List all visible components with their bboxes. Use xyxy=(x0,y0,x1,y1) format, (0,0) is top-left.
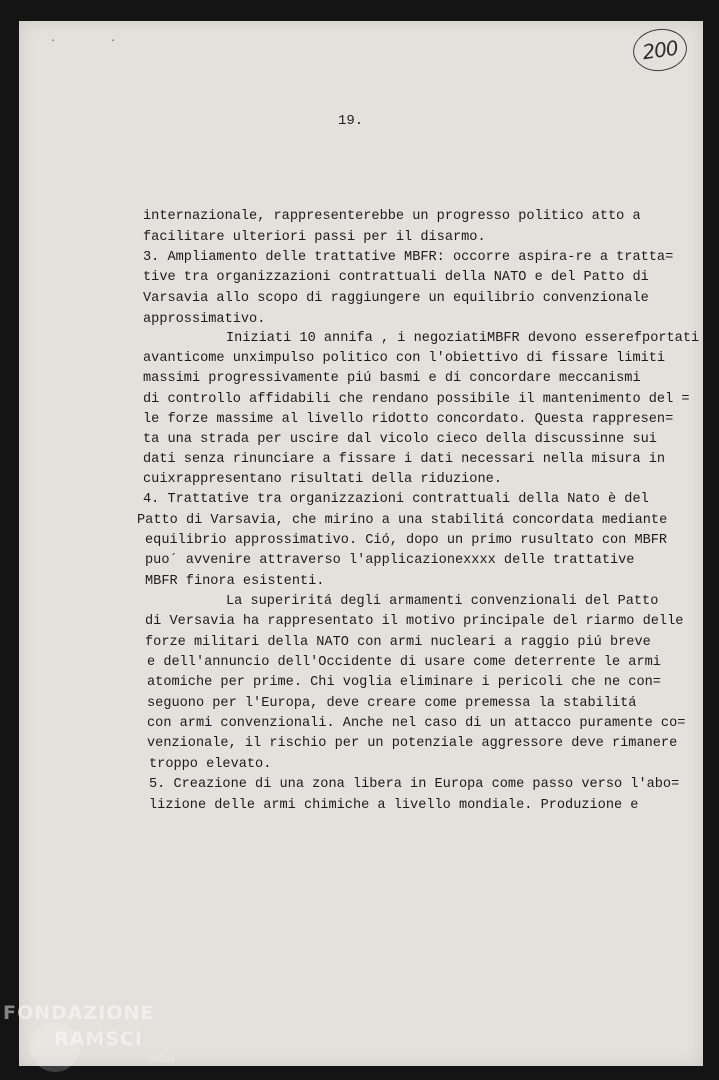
text-line: le forze massime al livello ridotto concordato. Questa rappresen= xyxy=(143,412,674,427)
text-line: troppo elevato. xyxy=(149,757,272,772)
text-line: lizione delle armi chimiche a livello mondiale. Produzione e xyxy=(149,798,639,813)
text-line: MBFR finora esistenti. xyxy=(145,574,325,589)
text-line: massimi progressivamente piú basmi e di concordare meccanismi xyxy=(143,371,641,386)
text-line: 4. Trattative tra organizzazioni contrattuali della Nato è del xyxy=(143,492,649,507)
text-line: Iniziati 10 annifa , i negoziatiMBFR devono esserefportati xyxy=(226,331,700,346)
text-line: Varsavia allo scopo di raggiungere un equilibrio convenzionale xyxy=(143,291,649,306)
watermark-line2: RAMSCI xyxy=(54,1028,143,1050)
text-line: venzionale, il rischio per un potenziale aggressore deve rimanere xyxy=(147,736,678,751)
text-line: atomiche per prime. Chi voglia eliminare i pericoli che ne con= xyxy=(147,675,661,690)
text-line: La superiritá degli armamenti convenzionali del Patto xyxy=(226,594,659,609)
margin-dots: · · xyxy=(50,36,141,47)
text-line: e dell'annuncio dell'Occidente di usare come deterrente le armi xyxy=(147,655,661,670)
text-line: di Versavia ha rappresentato il motivo principale del riarmo delle xyxy=(145,614,684,629)
page-number: 19. xyxy=(338,113,364,129)
text-line: facilitare ulteriori passi per il disarmo. xyxy=(143,230,486,245)
text-line: puo´ avvenire attraverso l'applicazionexxxx delle trattative xyxy=(145,553,635,568)
watermark-line1: FONDAZIONE xyxy=(3,1002,155,1024)
text-line: 3. Ampliamento delle trattative MBFR: occorre aspira-re a tratta= xyxy=(143,250,674,265)
text-line: 5. Creazione di una zona libera in Europa come passo verso l'abo= xyxy=(149,777,680,792)
text-line: seguono per l'Europa, deve creare come premessa la stabilitá xyxy=(147,696,637,711)
text-line: tive tra organizzazioni contrattuali della NATO e del Patto di xyxy=(143,270,649,285)
text-line: Patto di Varsavia, che mirino a una stabilitá concordata mediante xyxy=(137,513,668,528)
text-line: con armi convenzionali. Anche nel caso di un attacco puramente co= xyxy=(147,716,686,731)
watermark-sub: onlus xyxy=(148,1054,175,1065)
text-line: di controllo affidabili che rendano possibile il mantenimento del = xyxy=(143,392,690,407)
text-line: equilibrio approssimativo. Ció, dopo un primo rusultato con MBFR xyxy=(145,533,668,548)
text-line: dati senza rinunciare a fissare i dati necessari nella misura in xyxy=(143,452,666,467)
text-line: forze militari della NATO con armi nucleari a raggio piú breve xyxy=(145,635,651,650)
text-line: avanticome unximpulso politico con l'obiettivo di fissare limiti xyxy=(143,351,666,366)
watermark xyxy=(0,1000,200,1080)
text-line: cuixrappresentano risultati della riduzione. xyxy=(143,472,502,487)
text-line: approssimativo. xyxy=(143,312,266,327)
text-line: internazionale, rappresenterebbe un progresso politico atto a xyxy=(143,209,641,224)
text-line: ta una strada per uscire dal vicolo cieco della discussinne sui xyxy=(143,432,657,447)
folio-stamp: 200 xyxy=(630,25,689,74)
